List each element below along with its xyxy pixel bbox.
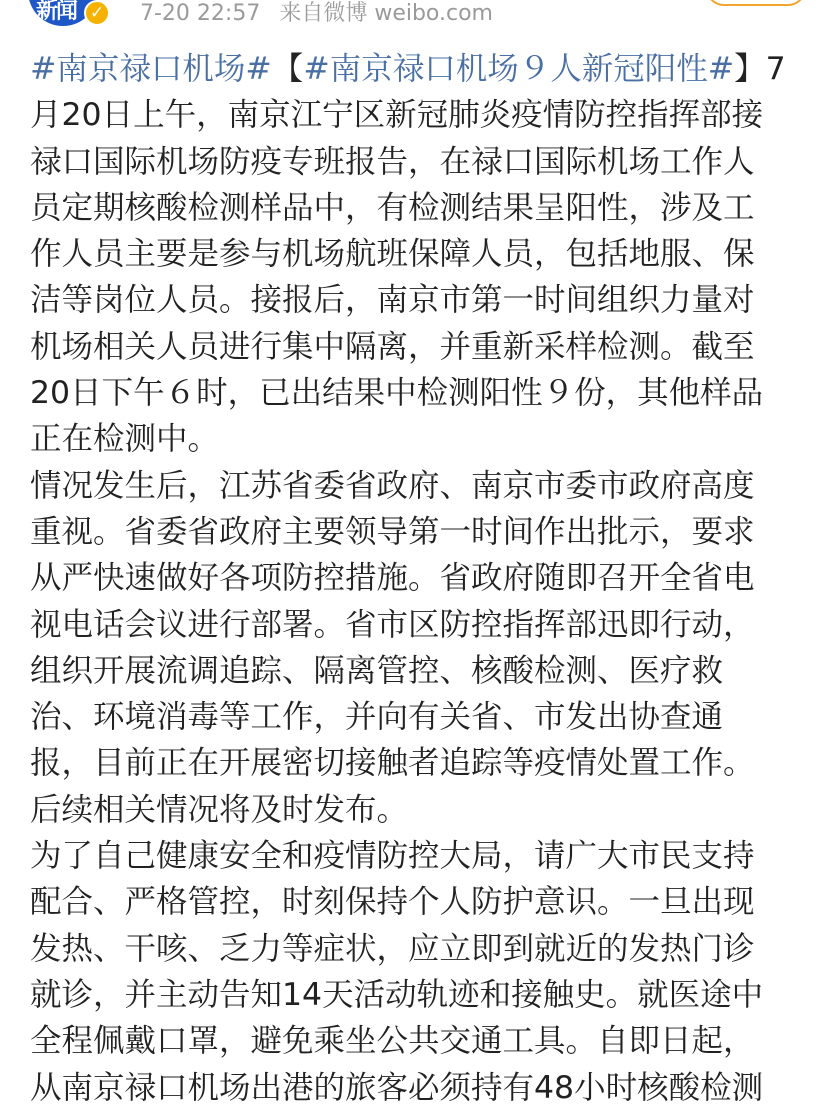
post-paragraph [30,463,810,833]
hashtag-link[interactable]: #南京禄口机场# [30,51,272,87]
post-line: 报，目前正在开展密切接触者追踪等疫情处置工作。 [30,745,755,782]
post-time: 7-20 22:57 [140,1,261,26]
bracket-close: 】 [734,51,766,87]
post-line: 发热、干咳、乏力等症状，应立即到就近的发热门诊 [30,930,755,967]
post-line: 从南京禄口机场出港的旅客必须持有48小时核酸检测 [30,1069,764,1106]
post-paragraph [30,46,810,463]
post-line: 组织开展流调追踪、隔离管控、核酸检测、医疗救 [30,652,724,689]
post-line: 月20日上午，南京江宁区新冠肺炎疫情防控指挥部接 [30,97,764,134]
post-line: 后续相关情况将及时发布。 [30,791,409,828]
post-line: 视电话会议进行部署。省市区防控指挥部迅即行动， [30,606,755,643]
post-meta [140,0,505,27]
post-line: 禄口国际机场防疫专班报告，在禄口国际机场工作人 [30,143,755,180]
post-line: 治、环境消毒等工作，并向有关省、市发出协查通 [30,699,724,736]
post-line: 20日下午６时，已出结果中检测阳性９份，其他样品 [30,375,764,412]
post-source[interactable]: 来自微博 weibo.com [279,1,493,26]
post-line [30,46,810,92]
bracket-open: 【 [271,51,304,87]
verified-badge-icon: ✓ [84,0,110,26]
post-line: 就诊，并主动告知14天活动轨迹和接触史。就医途中 [30,976,764,1013]
post-line: 机场相关人员进行集中隔离，并重新采样检测。截至 [30,328,755,365]
post-line: 员定期核酸检测样品中，有检测结果呈阳性，涉及工 [30,189,755,226]
hashtag-link[interactable]: #南京禄口机场９人新冠阳性# [303,51,735,87]
post-header [0,0,828,30]
post-line: 重视。省委省政府主要领导第一时间作出批示，要求 [30,513,755,550]
avatar-logo-text: 新闻 [36,0,77,24]
post-text: 7 [765,51,786,87]
post-line: 配合、严格管控，时刻保持个人防护意识。一旦出现 [30,884,755,921]
post-line: 情况发生后，江苏省委省政府、南京市委市政府高度 [30,467,755,504]
post-line: 全程佩戴口罩，避免乘坐公共交通工具。自即日起， [30,1023,755,1060]
follow-button[interactable] [706,0,806,6]
post-line: 正在检测中。 [30,421,220,458]
post-body [30,46,810,1111]
post-paragraph [30,833,810,1111]
post-line: 洁等岗位人员。接报后，南京市第一时间组织力量对 [30,282,755,319]
post-line: 为了自己健康安全和疫情防控大局，请广大市民支持 [30,838,755,875]
post-line: 作人员主要是参与机场航班保障人员，包括地服、保 [30,236,755,273]
post-line: 从严快速做好各项防控措施。省政府随即召开全省电 [30,560,755,597]
